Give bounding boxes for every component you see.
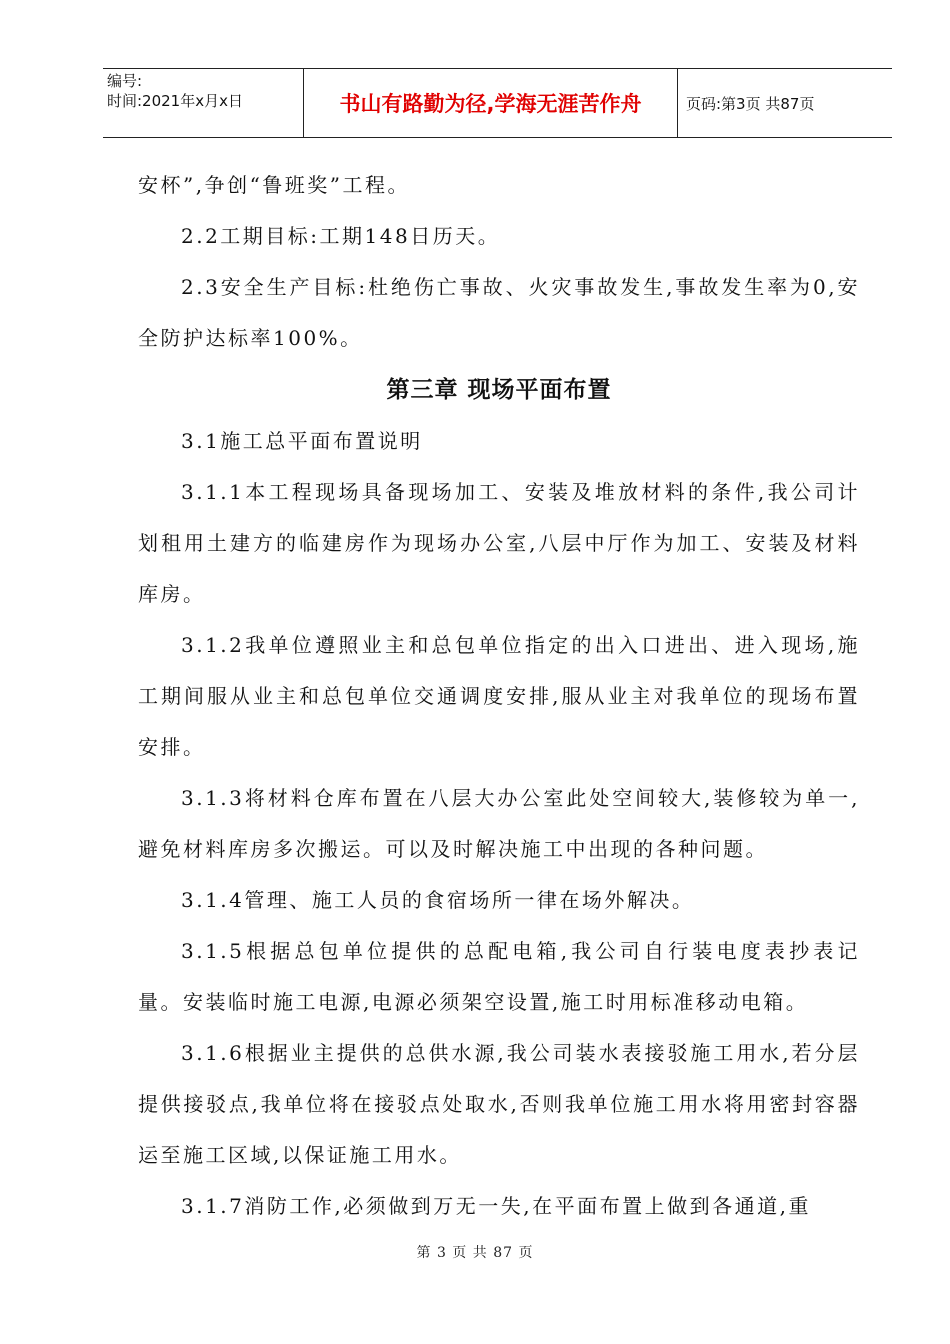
page-footer: 第 3 页 共 87 页 xyxy=(416,1245,534,1261)
document-body xyxy=(138,160,860,1232)
paragraph-safety-goal: 2.3安全生产目标:杜绝伤亡事故、火灾事故发生,事故发生率为0,安全防护达标率100%。 xyxy=(138,275,860,350)
header-meta-cell xyxy=(103,69,304,137)
paragraph-3-1-2: 3.1.2我单位遵照业主和总包单位指定的出入口进出、进入现场,施工期间服从业主和总包单位交通调度安排,服从业主对我单位的现场布置安排。 xyxy=(138,633,860,759)
paragraph-3-1-7: 3.1.7消防工作,必须做到万无一失,在平面布置上做到各通道,重 xyxy=(181,1194,811,1218)
paragraph-continuation: 安杯”,争创“鲁班奖”工程。 xyxy=(138,173,411,197)
paragraph-3-1-3: 3.1.3将材料仓库布置在八层大办公室此处空间较大,装修较为单一,避免材料库房多次搬运。可以及时解决施工中出现的各种问题。 xyxy=(138,786,860,861)
header-motto: 书山有路勤为径,学海无涯苦作舟 xyxy=(304,69,678,137)
header-page-info: 页码:第3页 共87页 xyxy=(686,94,815,113)
paragraph-schedule-goal: 2.2工期目标:工期148日历天。 xyxy=(181,224,501,248)
paragraph-3-1-6: 3.1.6根据业主提供的总供水源,我公司装水表接驳施工用水,若分层提供接驳点,我单位将在接驳点处取水,否则我单位施工用水将用密封容器运至施工区域,以保证施工用水。 xyxy=(138,1041,860,1167)
paragraph-3-1-1: 3.1.1本工程现场具备现场加工、安装及堆放材料的条件,我公司计划租用土建方的临建房作为现场办公室,八层中厅作为加工、安装及材料库房。 xyxy=(138,480,860,606)
chapter-title: 第三章 现场平面布置 xyxy=(386,377,612,403)
document-time-label: 时间:2021年x月x日 xyxy=(107,92,243,110)
document-number-label: 编号: xyxy=(107,72,143,90)
document-header xyxy=(103,68,892,138)
section-heading: 3.1施工总平面布置说明 xyxy=(181,429,423,453)
paragraph-3-1-4: 3.1.4管理、施工人员的食宿场所一律在场外解决。 xyxy=(181,888,695,912)
paragraph-3-1-5: 3.1.5根据总包单位提供的总配电箱,我公司自行装电度表抄表记量。安装临时施工电源,电源必须架空设置,施工时用标准移动电箱。 xyxy=(138,939,860,1014)
